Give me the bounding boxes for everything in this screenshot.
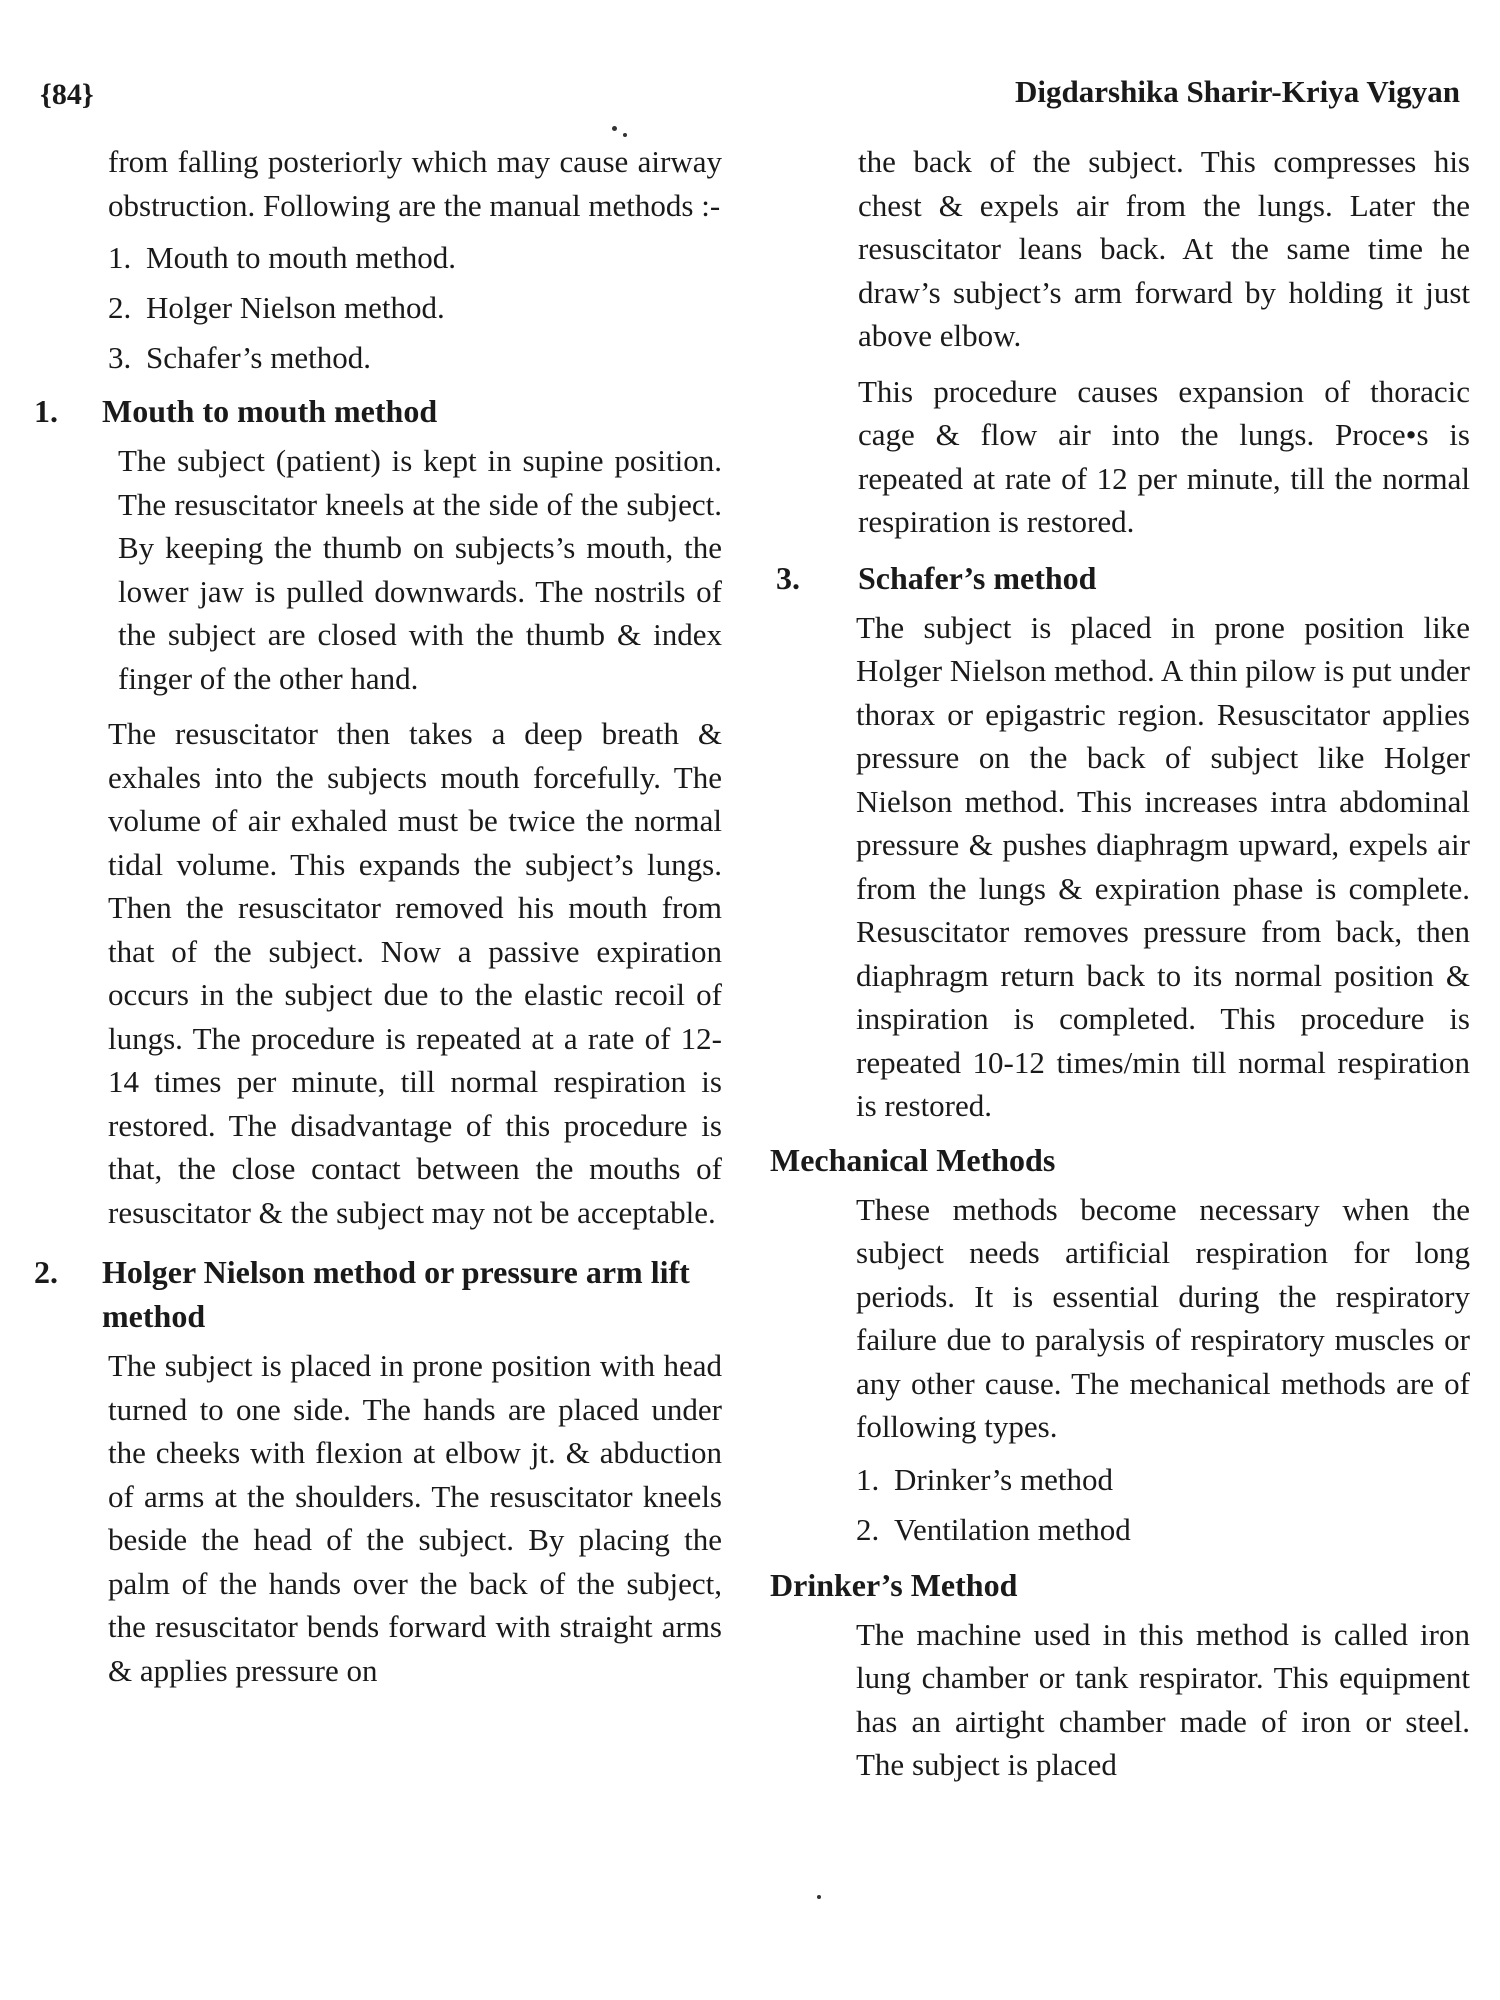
list-item bbox=[856, 1455, 1470, 1505]
list-item bbox=[108, 233, 728, 283]
body-paragraph: The machine used in this method is called iron lung chamber or tank respirator. This equipment has an airtight chamber made of iron or steel. The subject is placed bbox=[856, 1616, 1470, 1782]
mechanical-methods-list bbox=[856, 1455, 1470, 1555]
section-number: 1. bbox=[34, 393, 58, 429]
section-title: Schafer’s method bbox=[858, 559, 1097, 596]
section-title: Mouth to mouth method bbox=[102, 393, 438, 429]
body-paragraph: These methods become necessary when the subject needs artificial respiration for long periods. It is essential during the respiratory failure due to paralysis of respiratory muscles or any other cause. The mechanical methods are of following types. bbox=[856, 1191, 1470, 1444]
right-column bbox=[770, 140, 1470, 1787]
running-header-title: Digdarshika Sharir-Kriya Vigyan bbox=[1015, 74, 1460, 109]
section-heading bbox=[770, 1563, 1470, 1607]
ink-speck bbox=[612, 126, 617, 131]
list-item bbox=[108, 333, 728, 383]
body-paragraph: The subject is placed in prone position with head turned to one side. The hands are placed under the cheeks with flexion at elbow jt. & abduction of arms at the shoulders. The resuscitator kneels beside the head of the subject. By placing the palm of the hands over the back of the subject, the resuscitator bends forward with straight arms & applies pressure on bbox=[108, 1348, 722, 1688]
list-item-text: Drinker’s method bbox=[894, 1461, 1113, 1497]
intro-paragraph: from falling posteriorly which may cause airway obstruction. Following are the manual methods :- bbox=[108, 144, 722, 223]
list-item bbox=[856, 1505, 1470, 1555]
section-heading bbox=[770, 1138, 1470, 1182]
body-paragraph: The resuscitator then takes a deep breath & exhales into the subjects mouth forcefully. The volume of air exhaled must be twice the normal tidal volume. This expands the subject’s lungs. Then the resuscitator removed his mouth from that of the subject. Now a passive expiration occurs in the subject due to the elastic recoil of lungs. The procedure is repeated at a rate of 12-14 times per minute, till normal respiration is restored. The disadvantage of this procedure is that, the close contact between the mouths of resuscitator & the subject may not be acceptable. bbox=[108, 716, 722, 1230]
list-item-number: 1. bbox=[856, 1461, 880, 1497]
section-title: Drinker’s Method bbox=[770, 1566, 1018, 1603]
section-heading bbox=[28, 1250, 728, 1338]
section-heading bbox=[770, 556, 1470, 600]
list-item-text: Ventilation method bbox=[894, 1511, 1131, 1547]
list-item-number: 2. bbox=[856, 1511, 880, 1547]
list-item-text: Holger Nielson method. bbox=[146, 290, 445, 325]
section-title: Holger Nielson method or pressure arm lift method bbox=[102, 1254, 690, 1334]
body-paragraph: the back of the subject. This compresses his chest & expels air from the lungs. Later the resuscitator leans back. At the same time he draw’s subject’s arm forward by holding it just above elbow. bbox=[858, 144, 1470, 353]
section-heading bbox=[28, 389, 728, 433]
manual-methods-list bbox=[108, 233, 728, 383]
left-column bbox=[28, 140, 728, 1692]
list-item-number: 2. bbox=[108, 290, 132, 325]
page-number: {84} bbox=[40, 78, 94, 111]
body-paragraph: This procedure causes expansion of thoracic cage & flow air into the lungs. Proce•s is repeated at rate of 12 per minute, till the normal respiration is restored. bbox=[858, 373, 1470, 539]
ink-speck bbox=[623, 133, 627, 137]
list-item-number: 3. bbox=[108, 340, 132, 375]
list-item-text: Schafer’s method. bbox=[146, 340, 371, 375]
section-title: Mechanical Methods bbox=[770, 1141, 1056, 1178]
section-number: 2. bbox=[34, 1254, 58, 1290]
list-item-text: Mouth to mouth method. bbox=[146, 240, 456, 275]
section-number: 3. bbox=[776, 559, 800, 596]
body-paragraph: The subject is placed in prone position like Holger Nielson method. A thin pilow is put under thorax or epigastric region. Resuscitator applies pressure on the back of subject like Holger Nielson method. This increases intra abdominal pressure & pushes diaphragm upward, expels air from the lungs & expiration phase is complete. Resuscitator removes pressure from back, then diaphragm return back to its normal position & inspiration is completed. This procedure is repeated 10-12 times/min till normal respiration is restored. bbox=[856, 609, 1470, 1123]
body-paragraph: The subject (patient) is kept in supine position. The resuscitator kneels at the side of the subject. By keeping the thumb on subjects’s mouth, the lower jaw is pulled downwards. The nostrils of the subject are closed with the thumb & index finger of the other hand. bbox=[118, 443, 722, 696]
list-item-number: 1. bbox=[108, 240, 132, 275]
ink-speck bbox=[817, 1895, 821, 1899]
list-item bbox=[108, 283, 728, 333]
